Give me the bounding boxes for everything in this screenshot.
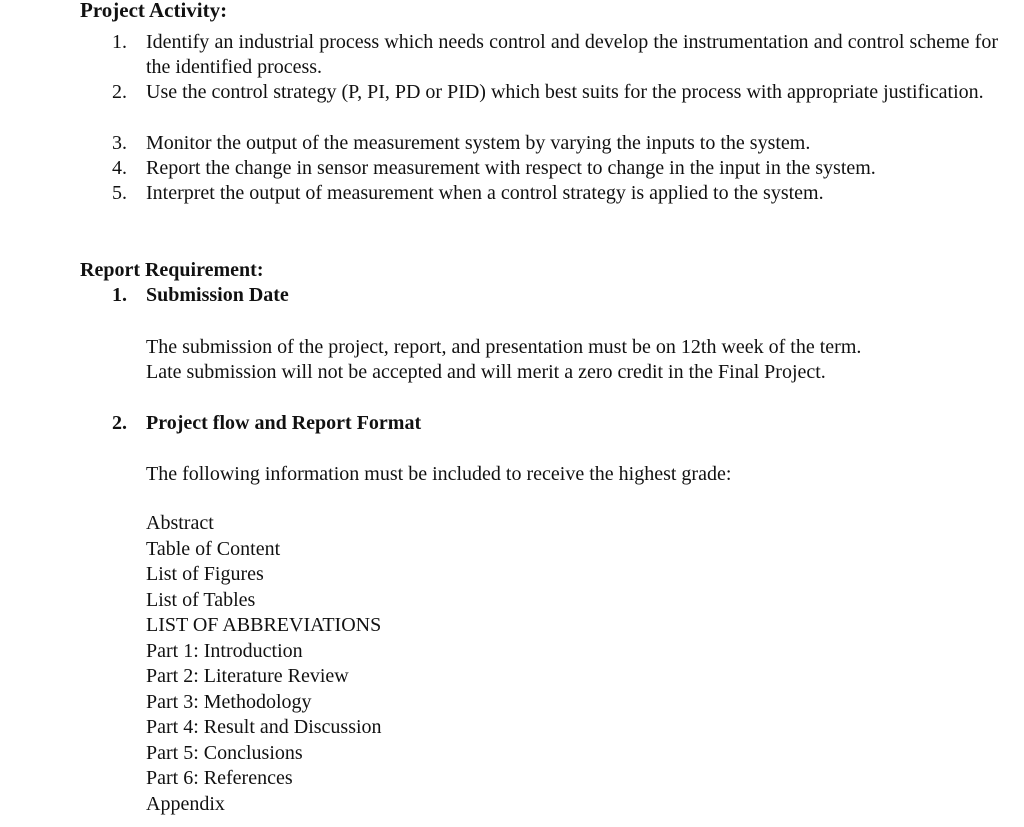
activity-item-text: Identify an industrial process which needs control and develop the instrumentation and control scheme for the identified process. [146, 31, 998, 78]
submission-line: Late submission will not be accepted and will merit a zero credit in the Final Project. [146, 361, 826, 383]
list-item: Part 6: References [146, 767, 293, 789]
section-number: 1. [112, 284, 127, 306]
list-item: Appendix [146, 792, 225, 815]
section-number: 2. [112, 412, 127, 434]
section-title-report-format: Project flow and Report Format [146, 412, 422, 434]
list-item: Table of Content [146, 537, 281, 560]
list-item: List of Tables [146, 588, 256, 611]
report-contents-list [146, 511, 382, 817]
list-item: Abstract [146, 512, 214, 534]
activity-item-text: Report the change in sensor measurement with respect to change in the input in the system. [146, 157, 876, 179]
activity-item-number: 3. [112, 132, 127, 154]
list-item: Part 2: Literature Review [146, 665, 349, 687]
submission-line: The submission of the project, report, and presentation must be on 12th week of the term. [146, 336, 862, 358]
list-item: Part 4: Result and Discussion [146, 716, 382, 738]
list-item: Part 5: Conclusions [146, 741, 303, 764]
activity-item-text: Monitor the output of the measurement system by varying the inputs to the system. [146, 132, 811, 154]
report-requirement-heading: Report Requirement: [80, 259, 264, 281]
activity-item-number: 2. [112, 81, 127, 103]
list-item: LIST OF ABBREVIATIONS [146, 614, 382, 636]
activity-item-text: Interpret the output of measurement when a control strategy is applied to the system. [146, 182, 824, 204]
list-item: Part 1: Introduction [146, 639, 303, 662]
list-item: List of Figures [146, 563, 264, 585]
activity-item-number: 1. [112, 31, 127, 53]
list-item: Part 3: Methodology [146, 690, 312, 713]
activity-item-number: 5. [112, 182, 127, 204]
activity-item-text: Use the control strategy (P, PI, PD or PID) which best suits for the process with appropriate justification. [146, 81, 984, 103]
report-format-intro: The following information must be included to receive the highest grade: [146, 463, 732, 485]
activity-item-number: 4. [112, 157, 127, 179]
section-title-submission-date: Submission Date [146, 284, 289, 306]
project-activity-heading: Project Activity: [80, 0, 228, 22]
